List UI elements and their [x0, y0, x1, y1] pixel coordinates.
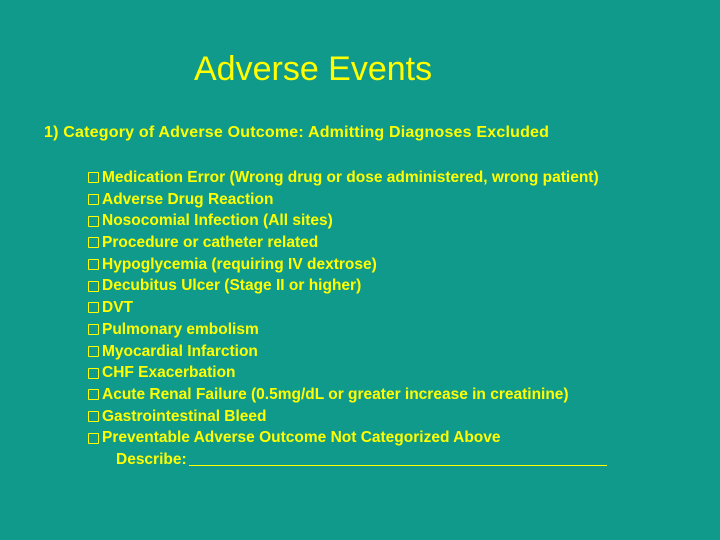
list-item-label: Preventable Adverse Outcome Not Categorized Above — [102, 429, 501, 447]
describe-label: Describe: — [116, 451, 187, 468]
list-item-label: Nosocomial Infection (All sites) — [102, 212, 333, 230]
list-item[interactable] — [88, 319, 599, 341]
list-item[interactable] — [88, 384, 599, 406]
describe-row — [116, 451, 607, 469]
list-item[interactable] — [88, 189, 599, 211]
adverse-outcome-list — [88, 167, 599, 449]
list-item-label: Myocardial Infarction — [102, 342, 258, 360]
list-item[interactable] — [88, 427, 599, 449]
checkbox-icon[interactable] — [88, 216, 99, 227]
list-item-label: Acute Renal Failure (0.5mg/dL or greater increase in creatinine) — [102, 385, 569, 403]
list-item[interactable] — [88, 406, 599, 428]
list-item[interactable] — [88, 341, 599, 363]
checkbox-icon[interactable] — [88, 389, 99, 400]
list-item[interactable] — [88, 167, 599, 189]
list-item[interactable] — [88, 297, 599, 319]
list-item[interactable] — [88, 275, 599, 297]
list-item-label: Decubitus Ulcer (Stage II or higher) — [102, 277, 362, 295]
checkbox-icon[interactable] — [88, 346, 99, 357]
list-item-label: CHF Exacerbation — [102, 364, 236, 382]
page-title: Adverse Events — [194, 50, 433, 88]
category-heading: 1) Category of Adverse Outcome: Admitting Diagnoses Excluded — [44, 124, 550, 141]
list-item-label: Hypoglycemia (requiring IV dextrose) — [102, 255, 377, 273]
describe-blank-line[interactable] — [189, 465, 607, 466]
checkbox-icon[interactable] — [88, 433, 99, 444]
list-item[interactable] — [88, 254, 599, 276]
list-item-label: Gastrointestinal Bleed — [102, 407, 267, 425]
checkbox-icon[interactable] — [88, 302, 99, 313]
list-item-label: DVT — [102, 299, 133, 317]
checkbox-icon[interactable] — [88, 324, 99, 335]
checkbox-icon[interactable] — [88, 172, 99, 183]
list-item-label: Procedure or catheter related — [102, 234, 319, 252]
list-item-label: Pulmonary embolism — [102, 320, 259, 338]
list-item[interactable] — [88, 210, 599, 232]
checkbox-icon[interactable] — [88, 411, 99, 422]
list-item-label: Adverse Drug Reaction — [102, 190, 274, 208]
list-item[interactable] — [88, 232, 599, 254]
checkbox-icon[interactable] — [88, 194, 99, 205]
list-item-label: Medication Error (Wrong drug or dose administered, wrong patient) — [102, 169, 599, 186]
checkbox-icon[interactable] — [88, 368, 99, 379]
checkbox-icon[interactable] — [88, 281, 99, 292]
list-item[interactable] — [88, 362, 599, 384]
checkbox-icon[interactable] — [88, 259, 99, 270]
checkbox-icon[interactable] — [88, 237, 99, 248]
